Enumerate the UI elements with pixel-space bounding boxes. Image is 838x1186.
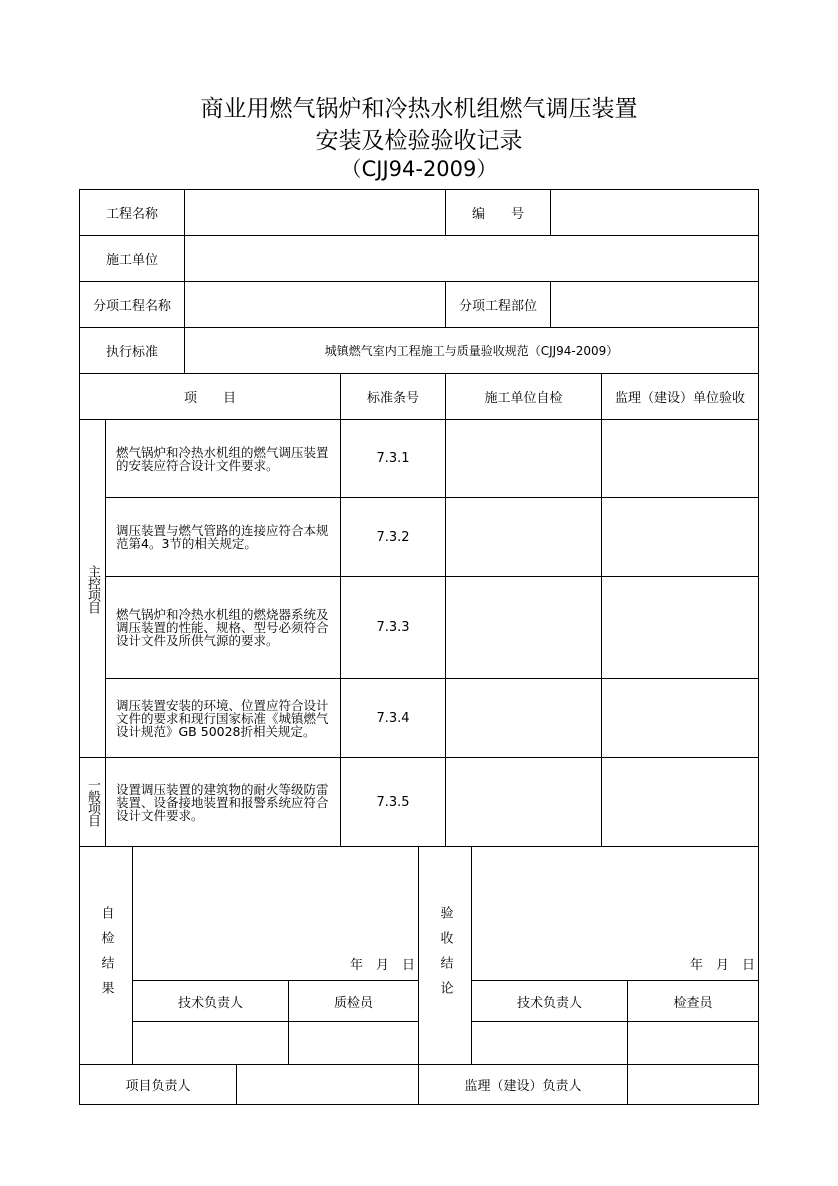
tech-lead-left-label: 技术负责人 (132, 980, 289, 1022)
column-clause: 标准条号 (340, 373, 446, 420)
item-clause: 7.3.2 (340, 497, 446, 577)
supervision-cell[interactable] (601, 678, 759, 758)
number-label: 编 号 (445, 189, 551, 236)
sub-project-label: 分项工程名称 (79, 281, 185, 328)
project-lead-label: 项目负责人 (79, 1064, 237, 1105)
item-clause: 7.3.3 (340, 576, 446, 679)
inspector-label: 检查员 (627, 980, 759, 1022)
date-right: 年 月 日 (690, 958, 756, 973)
supervision-cell[interactable] (601, 757, 759, 847)
self-check-cell[interactable] (445, 678, 602, 758)
sub-project-part-label: 分项工程部位 (445, 281, 551, 328)
main-items-label: 主控项目 (79, 419, 106, 758)
item-description: 调压装置与燃气管路的连接应符合本规范第4。3节的相关规定。 (105, 497, 341, 577)
supervision-cell[interactable] (601, 576, 759, 679)
inspector-sign[interactable] (627, 1021, 759, 1065)
construction-unit-label: 施工单位 (79, 235, 185, 282)
title-line-1: 商业用燃气锅炉和冷热水机组燃气调压装置 (200, 96, 638, 122)
quality-inspector-sign[interactable] (288, 1021, 419, 1065)
tech-lead-right-sign[interactable] (471, 1021, 628, 1065)
quality-inspector-label: 质检员 (288, 980, 419, 1022)
self-check-cell[interactable] (445, 576, 602, 679)
item-description: 设置调压装置的建筑物的耐火等级防雷装置、设备接地装置和报警系统应符合设计文件要求。 (105, 757, 341, 847)
item-clause: 7.3.4 (340, 678, 446, 758)
sub-project-part-field[interactable] (550, 281, 759, 328)
supervision-cell[interactable] (601, 497, 759, 577)
self-check-cell[interactable] (445, 497, 602, 577)
supervision-lead-label: 监理（建设）负责人 (418, 1064, 628, 1105)
item-description: 燃气锅炉和冷热水机组的燃气调压装置的安装应符合设计文件要求。 (105, 419, 341, 498)
project-lead-sign[interactable] (236, 1064, 419, 1105)
item-description: 调压装置安装的环境、位置应符合设计文件的要求和现行国家标准《城镇燃气设计规范》GB 50028折相关规定。 (105, 678, 341, 758)
title-standard: （CJJ94-2009） (340, 157, 498, 181)
item-clause: 7.3.5 (340, 757, 446, 847)
project-name-label: 工程名称 (79, 189, 185, 236)
self-check-result-text: 自检结果 (98, 905, 114, 1006)
project-name-field[interactable] (184, 189, 446, 236)
self-check-cell[interactable] (445, 757, 602, 847)
standard-label: 执行标准 (79, 327, 185, 374)
self-check-cell[interactable] (445, 419, 602, 498)
tech-lead-right-label: 技术负责人 (471, 980, 628, 1022)
self-check-result-label (79, 846, 133, 1065)
construction-unit-field[interactable] (184, 235, 759, 282)
acceptance-conclusion-text: 验收结论 (437, 905, 453, 1006)
title-line-2: 安装及检验验收记录 (315, 128, 523, 154)
tech-lead-left-sign[interactable] (132, 1021, 289, 1065)
column-self-check: 施工单位自检 (445, 373, 602, 420)
supervision-lead-sign[interactable] (627, 1064, 759, 1105)
column-item: 项 目 (79, 373, 341, 420)
sub-project-field[interactable] (184, 281, 446, 328)
general-items-label: 一般项目 (79, 757, 106, 847)
supervision-cell[interactable] (601, 419, 759, 498)
item-description: 燃气锅炉和冷热水机组的燃烧器系统及调压装置的性能、规格、型号必须符合设计文件及所供气源的要求。 (105, 576, 341, 679)
number-field[interactable] (550, 189, 759, 236)
item-clause: 7.3.1 (340, 419, 446, 498)
date-left: 年 月 日 (350, 958, 416, 973)
column-supervision: 监理（建设）单位验收 (601, 373, 759, 420)
standard-value: 城镇燃气室内工程施工与质量验收规范（CJJ94-2009） (184, 327, 759, 374)
acceptance-conclusion-label (418, 846, 472, 1065)
